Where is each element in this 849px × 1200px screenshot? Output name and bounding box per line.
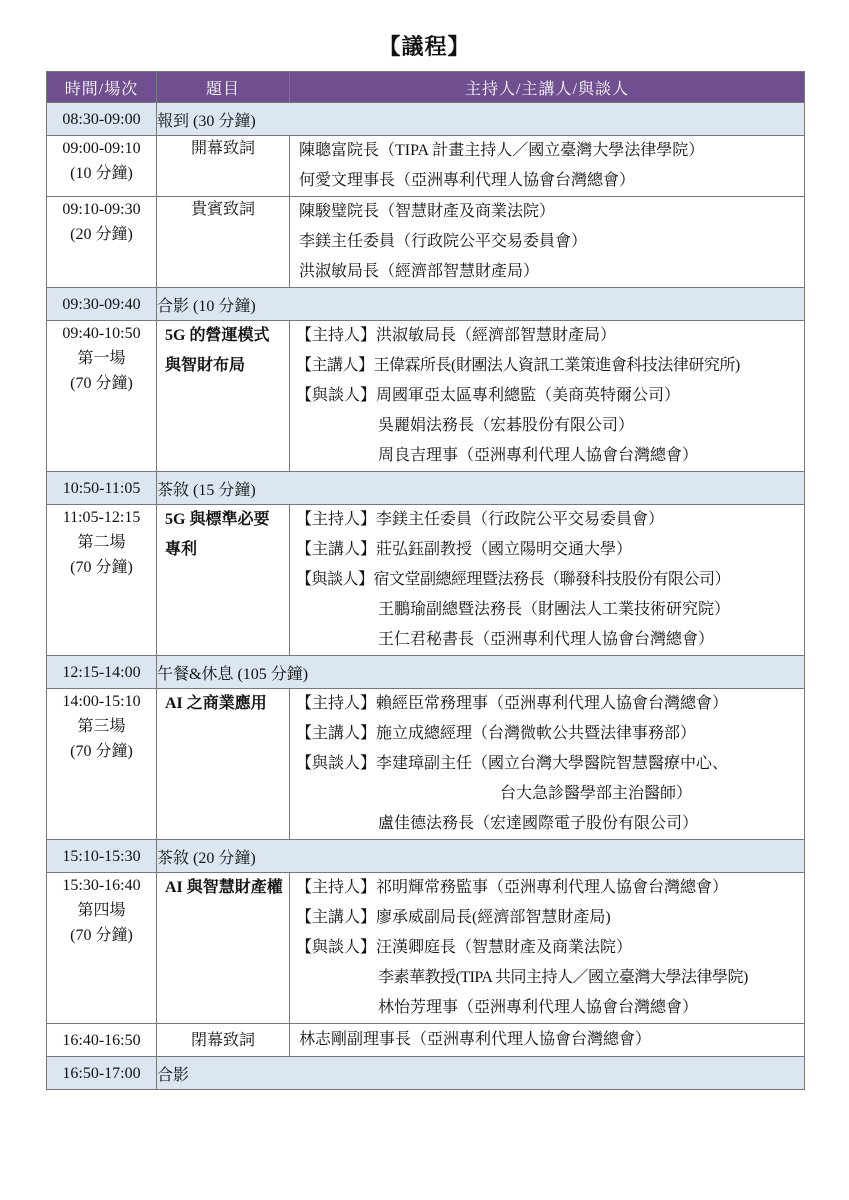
table-header-row	[47, 72, 805, 103]
topic-cell: AI 之商業應用	[157, 689, 290, 840]
speaker-line: 【主講人】廖承威副局長(經濟部智慧財產局)	[296, 909, 611, 926]
time-cell	[47, 689, 157, 840]
time-cell: 09:30-09:40	[47, 288, 157, 321]
break-label: 報到 (30 分鐘)	[157, 103, 805, 136]
time-range: 09:00-09:10	[62, 140, 141, 157]
table-row	[47, 1057, 805, 1090]
host-line: 【主持人】賴經臣常務理事（亞洲專利代理人協會台灣總會）	[296, 695, 729, 712]
time-range: 11:05-12:15	[62, 509, 141, 526]
duration: (20 分鐘)	[70, 226, 133, 243]
table-row	[47, 689, 805, 840]
topic-cell: 5G 的營運模式與智財布局	[157, 321, 290, 472]
time-range: 14:00-15:10	[62, 693, 141, 710]
time-cell	[47, 321, 157, 472]
table-row	[47, 505, 805, 656]
panelist-line: 王鵬瑜副總暨法務長（財團法人工業技術研究院）	[378, 601, 731, 618]
table-row	[47, 197, 805, 288]
agenda-table	[46, 71, 805, 1090]
panelist-line: 吳麗娟法務長（宏碁股份有限公司）	[378, 417, 635, 434]
speakers-cell	[290, 689, 805, 840]
speakers-cell	[290, 321, 805, 472]
time-range: 15:30-16:40	[62, 877, 141, 894]
speaker-line: 【主講人】施立成總經理（台灣微軟公共暨法律事務部）	[296, 725, 697, 742]
panelist-line: 李素華教授(TIPA 共同主持人／國立臺灣大學法律學院)	[378, 969, 748, 986]
table-row	[47, 656, 805, 689]
topic-cell: 5G 與標準必要專利	[157, 505, 290, 656]
duration: (70 分鐘)	[70, 375, 133, 392]
time-cell: 16:40-16:50	[47, 1024, 157, 1057]
time-cell	[47, 197, 157, 288]
table-row	[47, 103, 805, 136]
duration: (10 分鐘)	[70, 165, 133, 182]
speakers-cell	[290, 873, 805, 1024]
panelist-line: 【與談人】汪漢卿庭長（智慧財產及商業法院）	[296, 939, 633, 956]
speaker-line: 陳駿璧院長（智慧財產及商業法院）	[299, 203, 556, 220]
topic-cell: 閉幕致詞	[157, 1024, 290, 1057]
break-label: 合影 (10 分鐘)	[157, 288, 805, 321]
panelist-line: 周良吉理事（亞洲專利代理人協會台灣總會）	[378, 447, 699, 464]
header-topic: 題目	[157, 72, 290, 103]
time-range: 09:10-09:30	[62, 201, 141, 218]
speaker-line: 李鎂主任委員（行政院公平交易委員會）	[299, 233, 588, 250]
header-speakers: 主持人/主講人/與談人	[290, 72, 805, 103]
table-row	[47, 136, 805, 197]
break-label: 茶敘 (20 分鐘)	[157, 840, 805, 873]
panelist-line: 【與談人】周國軍亞太區專利總監（美商英特爾公司）	[296, 387, 681, 404]
time-cell: 10:50-11:05	[47, 472, 157, 505]
speakers-cell	[290, 505, 805, 656]
session-label: 第三場	[77, 718, 126, 735]
time-cell	[47, 873, 157, 1024]
time-range: 09:40-10:50	[62, 325, 141, 342]
time-cell: 12:15-14:00	[47, 656, 157, 689]
host-line: 【主持人】李鎂主任委員（行政院公平交易委員會）	[296, 511, 665, 528]
speaker-line: 【主講人】王偉霖所長(財團法人資訊工業策進會科技法律研究所)	[296, 357, 740, 374]
panelist-line: 台大急診醫學部主治醫師）	[500, 785, 693, 802]
speaker-line: 洪淑敏局長（經濟部智慧財產局）	[299, 263, 540, 280]
break-label: 午餐&休息 (105 分鐘)	[157, 656, 805, 689]
speaker-line: 【主講人】莊弘鈺副教授（國立陽明交通大學）	[296, 541, 633, 558]
panelist-line: 【與談人】宿文堂副總經理暨法務長（聯發科技股份有限公司）	[296, 571, 731, 588]
table-row	[47, 873, 805, 1024]
panelist-line: 盧佳德法務長（宏達國際電子股份有限公司）	[378, 815, 699, 832]
speaker-line: 何愛文理事長（亞洲專利代理人協會台灣總會）	[299, 172, 636, 189]
duration: (70 分鐘)	[70, 559, 133, 576]
topic-cell: AI 與智慧財產權	[157, 873, 290, 1024]
topic-cell: 開幕致詞	[157, 136, 290, 197]
table-row	[47, 840, 805, 873]
duration: (70 分鐘)	[70, 743, 133, 760]
session-label: 第一場	[77, 350, 126, 367]
table-row	[47, 321, 805, 472]
break-label: 茶敘 (15 分鐘)	[157, 472, 805, 505]
time-cell	[47, 505, 157, 656]
speakers-cell	[290, 136, 805, 197]
topic-cell: 貴賓致詞	[157, 197, 290, 288]
time-cell: 08:30-09:00	[47, 103, 157, 136]
header-time: 時間/場次	[47, 72, 157, 103]
table-row	[47, 288, 805, 321]
panelist-line: 林怡芳理事（亞洲專利代理人協會台灣總會）	[378, 999, 699, 1016]
page-title: 【議程】	[378, 34, 471, 59]
panelist-line: 王仁君秘書長（亞洲專利代理人協會台灣總會）	[378, 631, 715, 648]
panelist-line: 【與談人】李建璋副主任（國立台灣大學醫院智慧醫療中心、	[296, 755, 729, 772]
host-line: 【主持人】祁明輝常務監事（亞洲專利代理人協會台灣總會）	[296, 879, 729, 896]
host-line: 【主持人】洪淑敏局長（經濟部智慧財產局）	[296, 327, 617, 344]
break-label: 合影	[157, 1057, 805, 1090]
time-cell	[47, 136, 157, 197]
speakers-cell	[290, 197, 805, 288]
time-cell: 15:10-15:30	[47, 840, 157, 873]
table-row	[47, 1024, 805, 1057]
speaker-line: 林志剛副理事長（亞洲專利代理人協會台灣總會）	[290, 1024, 805, 1057]
speaker-line: 陳聰富院長（TIPA 計畫主持人／國立臺灣大學法律學院）	[299, 142, 705, 159]
session-label: 第四場	[77, 902, 126, 919]
session-label: 第二場	[77, 534, 126, 551]
time-cell: 16:50-17:00	[47, 1057, 157, 1090]
table-row	[47, 472, 805, 505]
duration: (70 分鐘)	[70, 927, 133, 944]
